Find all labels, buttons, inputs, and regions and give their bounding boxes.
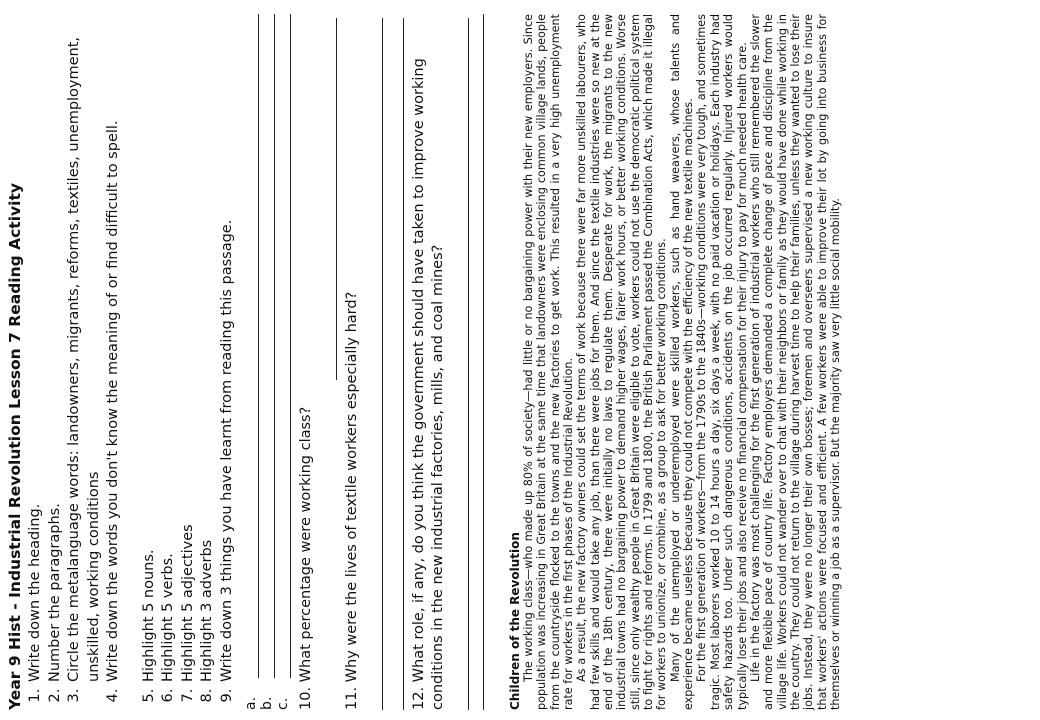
instruction-item: 2. Number the paragraphs. <box>46 14 66 684</box>
answer-label-c: c. <box>275 697 291 710</box>
instruction-item: 4. Write down the words you don't know the meaning of or find difficult to spell. <box>104 14 124 684</box>
passage-title: Children of the Revolution <box>508 532 522 710</box>
answer-line[interactable] <box>383 18 404 710</box>
passage-paragraph: As a result, the new factory owners could set the terms of work because there were far more unskilled labourers, who had few skills and would take any job, than there were jobs for them. And since the textile industries were so new at the end of the 18th century, there were initially no laws to regulate them. Desperate for work, the migrants to the new industrial towns had no bargaining power to demand higher wages, fairer work hours, or better working conditions. Worse still, since only wealthy people in Great Britain were eligible to vote, workers could not use the democratic political system to fight for rights and reforms. In 1799 and 1800, the British Parliament passed the Combination Acts, which made it illegal for workers to unionize, or combine, as a group to ask for better working conditions. <box>575 14 669 710</box>
instruction-list-1 <box>26 14 124 710</box>
answer-row-b[interactable] <box>259 14 275 710</box>
instruction-item: 3. Circle the metalanguage words: landowners, migrants, reforms, textiles, unemployment, unskilled, working conditions <box>65 14 104 684</box>
answer-line[interactable] <box>257 14 259 678</box>
page-title: Year 9 Hist - Industrial Revolution Lesson 7 Reading Activity <box>6 183 24 710</box>
divider-rule <box>469 14 484 710</box>
passage-paragraph: Many of the unemployed or underemployed were skilled workers, such as hand weavers, whose talents and experience became useless because they could not compete with the efficiency of the new textile machines. <box>668 14 696 710</box>
instruction-item: 8. Highlight 3 adverbs <box>198 14 218 684</box>
instruction-item: 1. Write down the heading. <box>26 14 46 684</box>
instruction-item: 5. Highlight 5 nouns. <box>140 14 160 684</box>
answer-row-a[interactable] <box>243 14 259 710</box>
answer-line[interactable] <box>362 18 383 710</box>
question-10: 10. What percentage were working class? <box>298 406 314 710</box>
answer-line[interactable] <box>273 14 275 678</box>
answer-line[interactable] <box>316 18 337 380</box>
instruction-item: 7. Highlight 5 adjectives <box>179 14 199 684</box>
answer-label-b: b. <box>259 696 275 710</box>
answer-row-c[interactable] <box>275 14 291 710</box>
answer-line[interactable] <box>289 14 291 678</box>
instruction-item: 6. Highlight 5 verbs. <box>159 14 179 684</box>
passage-paragraph: Life in the factory was most challenging for the first generation of industrial workers who still remembered the slower and more flexible pace of country life. Factory employers demanded a complete change of pace and discipline from the village life. Workers could not wander over to chat with their neighbors or family as they would have done while working in the country. They could not return to the village during harvest time to help their families, unless they wanted to lose their jobs. Instead, they were no longer their own bosses; foremen and overseers supervised a new working culture to insure that workers' actions were focused and efficient. A few workers were able to improve their lot by going into business for themselves or winning a job as a supervisor. But the majority saw very little social mobility. <box>748 14 842 710</box>
answer-line[interactable] <box>448 18 469 710</box>
question-11: 11. Why were the lives of textile workers especially hard? <box>344 291 360 710</box>
instruction-list-2 <box>140 14 238 710</box>
passage-paragraph: The working class—who made up 80% of society—had little or no bargaining power with their new employers. Since population was increasing in Great Britain at the same time that landowners were enclosing common village lands, people from the countryside flocked to the towns and the new factories to get work. This resulted in a very high unemployment rate for workers in the first phases of the Industrial Revolution. <box>522 14 576 710</box>
answer-label-a: a. <box>243 696 259 710</box>
reading-passage <box>522 14 842 710</box>
passage-paragraph: For the first generation of workers—from the 1790s to the 1840s—working conditions were very tough, and sometimes tragic. Most laborers worked 10 to 14 hours a day, six days a week, with no paid vacation or holidays. Each industry had safety hazards too. Under such dangerous conditions, accidents on the job occurred regularly. Injured workers would typically lose their jobs and also receive no financial compensation for their injury to pay for much needed health care. <box>695 14 749 710</box>
instruction-item: 9. Write down 3 things you have learnt from reading this passage. <box>218 14 238 684</box>
question-12: 12. What role, if any, do you think the government should have taken to improve working conditions in the new industrial factories, mills, and coal mines? <box>411 58 446 710</box>
